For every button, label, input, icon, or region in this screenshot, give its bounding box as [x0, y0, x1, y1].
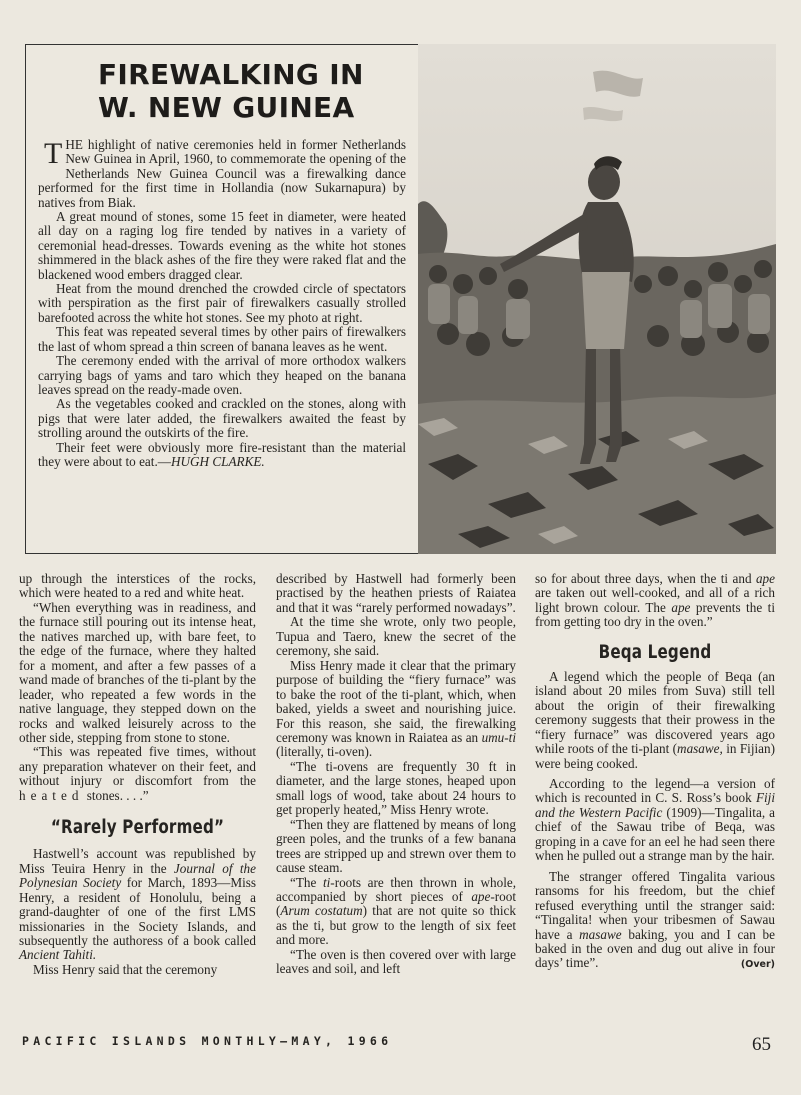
continued-over-label: (Over) [740, 959, 775, 971]
headline-line-1: FIREWALKING IN [98, 58, 364, 91]
article-paragraph: This feat was repeated several times by other pairs of firewalkers the last of whom spread a thin screen of banana leaves as he went. [38, 324, 406, 354]
column-paragraph: “The oven is then covered over with large leaves and soil, and left [276, 946, 516, 977]
byline: HUGH CLARKE. [170, 453, 265, 469]
column-paragraph: The stranger offered Tingalita various ransoms for his freedom, but the chief refused everything until the stranger said: “Tingalita! when your tribesmen of Sawau have a masawe baking, you and I can be baked in the oven and dug out alive in four days’ time”. (Over) [535, 870, 775, 971]
column-paragraph: “The ti-roots are then thrown in whole, accompanied by short pieces of ape-root (Arum costatum) that are not quite so thick as the ti, but grow to the length of six feet and more. [276, 874, 517, 948]
text-column-3 [535, 572, 775, 973]
column-paragraph: described by Hastwell had formerly been practised by the heathen priests of Raiatea and that it was “rarely performed nowadays”. [276, 571, 516, 615]
column-paragraph: “This was repeated five times, without any preparation whatever on their feet, and without injury or discomfort from the heated stones. . . .” [19, 744, 256, 803]
article-paragraph: The ceremony ended with the arrival of more orthodox walkers carrying bags of yams and taro which they heaped on the banana leaves spread on the ready-made oven. [38, 353, 406, 397]
firewalker-photo [418, 44, 776, 554]
column-paragraph: Hastwell’s account was republished by Miss Teuira Henry in the Journal of the Polynesian Society for March, 1893—Miss Henry, a resident of Honolulu, being a grand-daughter of one of the first LMS missionaries in the Society Islands, and subsequently the authoress of a book called Ancient Tahiti. [19, 846, 257, 963]
article-body [38, 138, 406, 469]
text-column-2 [276, 572, 516, 977]
column-paragraph: up through the interstices of the rocks, which were heated to a red and white heat. [19, 571, 256, 601]
headline-line-2: W. NEW GUINEA [98, 91, 355, 124]
column-paragraph: Miss Henry made it clear that the primary purpose of building the “fiery furnace” was to bake the root of the ti-plant, which, when baked, yields a sweet and nourishing juice. For this reason, she said, the firewalking ceremony was known in Raiatea as an umu-ti (literally, ti-oven). [276, 657, 516, 760]
subheading-rarely-performed: “Rarely Performed” [50, 817, 225, 839]
drop-cap: T [44, 137, 63, 170]
column-paragraph: “When everything was in readiness, and the furnace still pouring out its intense heat, the natives marched up, with bare feet, to the edge of the furnace, where they halted for a moment, and after a few passes of a wand made of branches of the ti-plant by the leader, who repeated a few words in the native language, they stepped down on the rocks and walked leisurely across to the other side, stepping from stone to stone. [19, 599, 256, 745]
column-paragraph: At the time she wrote, only two people, Tupua and Taero, knew the secret of the ceremony, she said. [276, 614, 516, 659]
column-paragraph: A legend which the people of Beqa (an island about 20 miles from Suva) still tell about the origin of their firewalking ceremony suggests that their prowess in the “fiery furnace” was discovered years ago while roots of the ti-plant (masawe, in Fijian) were being cooked. [535, 668, 775, 771]
article-paragraph: Heat from the mound drenched the crowded circle of spectators with perspiration as the first pair of firewalkers casually strolled barefooted across the white hot stones. See my photo at right. [38, 281, 406, 325]
subheading-beqa-legend: Beqa Legend [598, 641, 712, 663]
column-paragraph: so for about three days, when the ti and ape are taken out well-cooked, and all of a rich light brown colour. The ape prevents the ti from getting too dry in the oven.” [535, 571, 775, 630]
article-paragraph: A great mound of stones, some 15 feet in diameter, were heated all day on a raging log fire tended by natives in a variety of ceremonial head-dresses. Towards evening as the white hot stones shimmered in the black ashes of the fire they were raked flat and the blackened wood embers dragged clear. [38, 209, 406, 282]
page-footer-masthead: PACIFIC ISLANDS MONTHLY—MAY, 1966 [22, 1034, 393, 1048]
article-paragraph: As the vegetables cooked and crackled on the stones, along with pigs that were later added, the firewalkers awaited the feast by strolling around the outskirts of the fire. [38, 396, 406, 441]
text-column-1 [19, 572, 256, 977]
column-paragraph: According to the legend—a version of which is recounted in C. S. Ross’s book Fiji and the Western Pacific (1909)—Tingalita, a chief of the Sawau tribe of Beqa, was groping in a cave for an eel he had seen there when he pulled out a strange man by the hair. [535, 775, 775, 864]
page-number: 65 [752, 1034, 771, 1055]
column-paragraph: “The ti-ovens are frequently 30 ft in diameter, and the large stones, heaped upon small logs of wood, take about 24 hours to get properly heated,” Miss Henry wrote. [276, 758, 516, 818]
column-paragraph: “Then they are flattened by means of long green poles, and the trunks of a few banana trees are stripped up and strewn over them to cause steam. [276, 816, 516, 876]
article-headline [98, 58, 418, 124]
article-paragraph: Their feet were obviously more fire-resistant than the material they were about to eat.—HUGH CLARKE. [38, 439, 406, 469]
column-paragraph: Miss Henry said that the ceremony [33, 961, 218, 977]
article-paragraph: THE highlight of native ceremonies held in former Netherlands New Guinea in April, 1960, to commemorate the opening of the Netherlands New Guinea Council was a firewalking dance performed for the first time in Hollandia (now Sukarnapura) by natives from Biak. [38, 137, 406, 210]
